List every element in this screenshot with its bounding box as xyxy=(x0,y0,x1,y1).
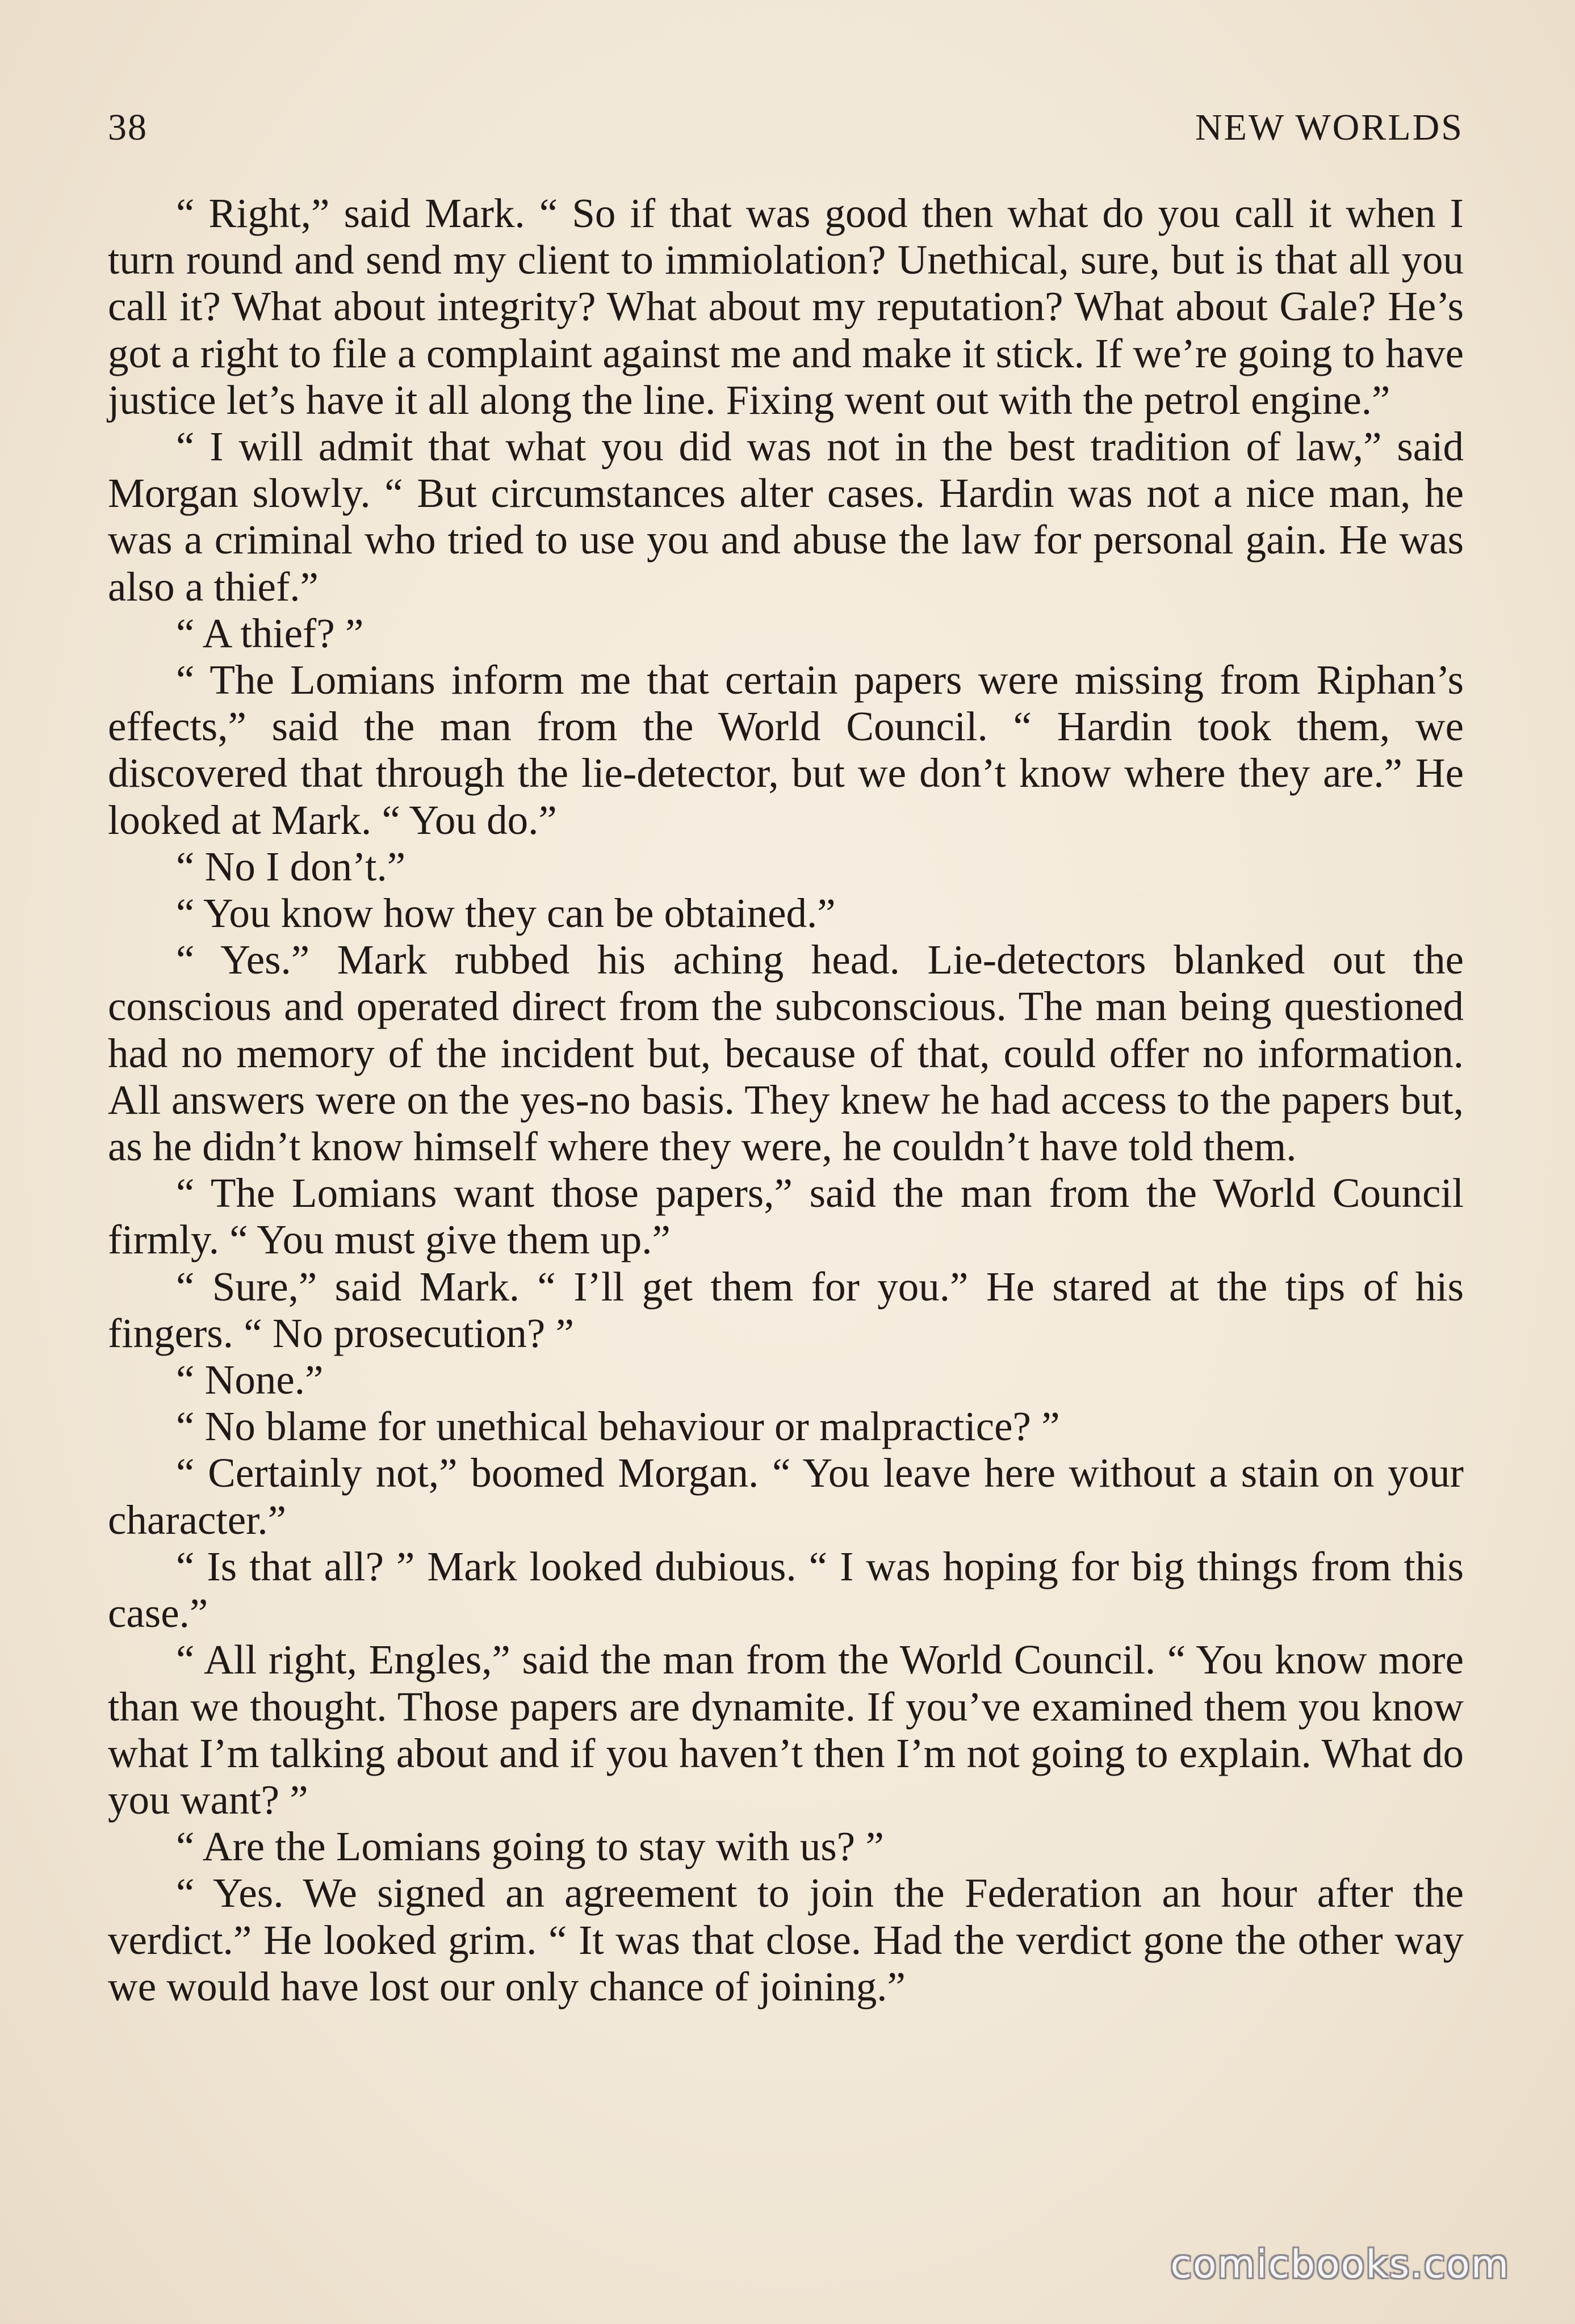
paragraph: “ The Lomians want those papers,” said the man from the World Council firmly. “ You must give them up.” xyxy=(108,1170,1464,1263)
paragraph: “ Are the Lomians going to stay with us? ” xyxy=(176,1823,884,1870)
watermark: comicbooks.com xyxy=(1170,2242,1510,2287)
paragraph: “ All right, Engles,” said the man from the World Council. “ You know more than we thought. Those papers are dynamite. If you’ve examined them you know what I’m talking about and if you haven’t then I’m not going to explain. What do you want? ” xyxy=(108,1637,1464,1823)
paragraph: “ Yes.” Mark rubbed his aching head. Lie-detectors blanked out the conscious and operated direct from the subconscious. The man being questioned had no memory of the incident but, because of that, could offer no information. All answers were on the yes-no basis. They knew he had access to the papers but, as he didn’t know himself where they were, he couldn’t have told them. xyxy=(108,937,1464,1170)
paragraph: “ No blame for unethical behaviour or malpractice? ” xyxy=(176,1403,1060,1450)
paragraph: “ Sure,” said Mark. “ I’ll get them for you.” He stared at the tips of his fingers. “ No prosecution? ” xyxy=(108,1263,1464,1356)
paragraph: “ Certainly not,” boomed Morgan. “ You leave here without a stain on your character.” xyxy=(108,1450,1464,1543)
paragraph: “ No I don’t.” xyxy=(176,843,406,890)
story-text xyxy=(108,190,1464,2010)
paragraph: “ A thief? ” xyxy=(176,610,364,656)
paragraph: “ You know how they can be obtained.” xyxy=(176,890,836,937)
paragraph: “ Right,” said Mark. “ So if that was good then what do you call it when I turn round and send my client to immiolation? Unethical, sure, but is that all you call it? What about integrity? What about my reputation? What about Gale? He’s got a right to file a complaint against me and make it stick. If we’re going to have justice let’s have it all along the line. Fixing went out with the petrol engine.” xyxy=(108,190,1464,423)
paragraph: “ None.” xyxy=(176,1357,324,1403)
running-head: NEW WORLDS xyxy=(1195,107,1464,148)
paragraph: “ Yes. We signed an agreement to join the Federation an hour after the verdict.” He looked grim. “ It was that close. Had the verdict gone the other way we would have lost our only chance of joining.” xyxy=(108,1870,1464,2010)
paragraph: “ Is that all? ” Mark looked dubious. “ I was hoping for big things from this case.” xyxy=(108,1543,1464,1637)
paragraph: “ I will admit that what you did was not in the best tradition of law,” said Morgan slowly. “ But circumstances alter cases. Hardin was not a nice man, he was a criminal who tried to use you and abuse the law for personal gain. He was also a thief.” xyxy=(108,423,1464,610)
paragraph: “ The Lomians inform me that certain papers were missing from Riphan’s effects,” said the man from the World Council. “ Hardin took them, we discovered that through the lie-detector, but we don’t know where they are.” He looked at Mark. “ You do.” xyxy=(108,657,1464,843)
page-number: 38 xyxy=(108,107,148,148)
page-header xyxy=(108,99,1464,156)
